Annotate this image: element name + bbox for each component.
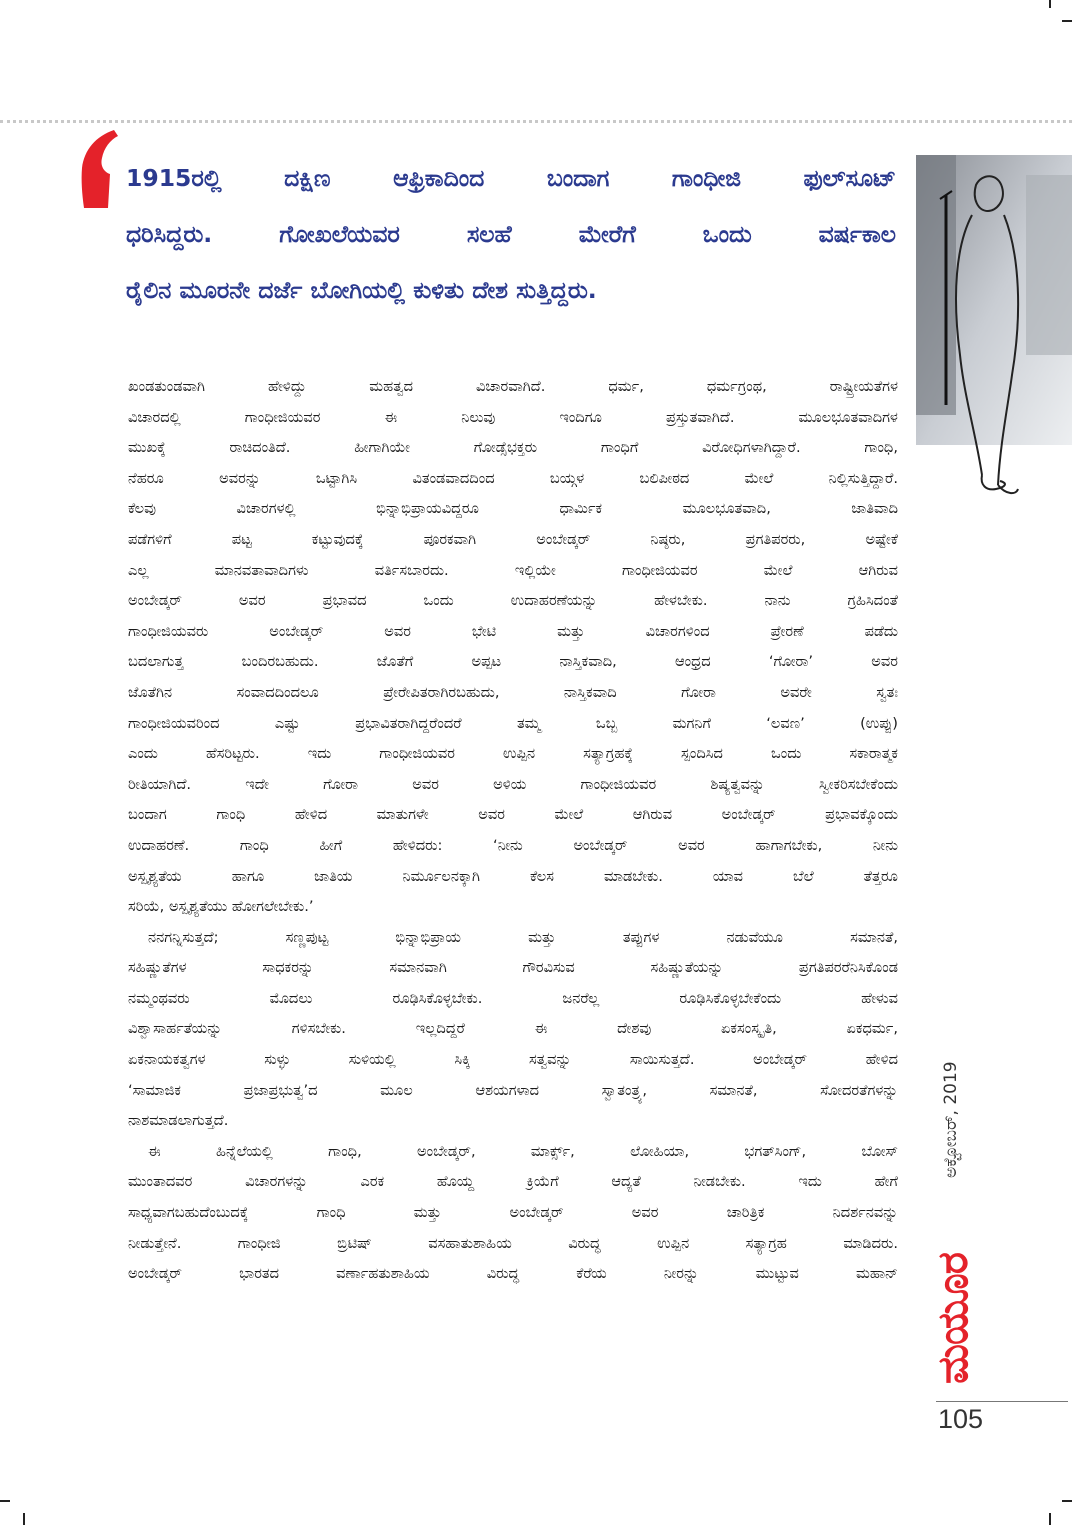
body-line: ಅಸ್ಪೃಶ್ಯತೆಯ ಹಾಗೂ ಜಾತಿಯ ನಿರ್ಮೂಲನಕ್ಕಾಗಿ ಕೆಲಸ ಮಾಡಬೇಕು. ಯಾವ ಬೆಲೆ ತೆತ್ತರೂ: [128, 867, 898, 885]
magazine-brand: ಮಯೂರ: [928, 1253, 977, 1384]
body-line: ‘ಸಾಮಾಜಿಕ ಪ್ರಜಾಪ್ರಭುತ್ವ’ದ ಮೂಲ ಆಶಯಗಳಾದ ಸ್ವಾತಂತ್ರ್ಯ, ಸಮಾನತೆ, ಸೋದರತೆಗಳನ್ನು: [128, 1081, 898, 1099]
body-line: ಗಾಂಧೀಜಿಯವರಿಂದ ಎಷ್ಟು ಪ್ರಭಾವಿತರಾಗಿದ್ದರೆಂದರೆ ತಮ್ಮ ಒಬ್ಬ ಮಗನಿಗೆ ‘ಲವಣ’ (ಉಪ್ಪು): [128, 714, 898, 732]
issue-date: ಅಕ್ಟೋಬರ್, 2019: [941, 1061, 961, 1178]
body-line: ಮುಖಕ್ಕೆ ರಾಚಿದಂತಿದೆ. ಹೀಗಾಗಿಯೇ ಗೋಡ್ಸೆಭಕ್ತರು ಗಾಂಧಿಗೆ ವಿರೋಧಿಗಳಾಗಿದ್ದಾರೆ. ಗಾಂಧಿ,: [128, 439, 898, 457]
body-line: ಅಂಬೇಡ್ಕರ್ ಭಾರತದ ವರ್ಣಾಹತುಶಾಹಿಯ ವಿರುದ್ಧ ಕೆರೆಯ ನೀರನ್ನು ಮುಟ್ಟುವ ಮಹಾನ್: [128, 1265, 898, 1283]
body-line: ಮುಂತಾದವರ ವಿಚಾರಗಳನ್ನು ಎರಕ ಹೊಯ್ದ ಕ್ರಿಯೆಗೆ ಆದ್ಯತೆ ನೀಡಬೇಕು. ಇದು ಹೇಗೆ: [128, 1173, 898, 1191]
body-line: ನಮ್ಮಂಥವರು ಮೊದಲು ರೂಢಿಸಿಕೊಳ್ಳಬೇಕು. ಜನರೆಲ್ಲ ರೂಢಿಸಿಕೊಳ್ಳಬೇಕೆಂದು ಹೇಳುವ: [128, 989, 898, 1007]
body-line: ಎಲ್ಲ ಮಾನವತಾವಾದಿಗಳು ವರ್ತಿಸಬಾರದು. ಇಲ್ಲಿಯೇ ಗಾಂಧೀಜಿಯವರ ಮೇಲೆ ಆಗಿರುವ: [128, 561, 898, 579]
body-line: ಎಂದು ಹೆಸರಿಟ್ಟರು. ಇದು ಗಾಂಧೀಜಿಯವರ ಉಪ್ಪಿನ ಸತ್ಯಾಗ್ರಹಕ್ಕೆ ಸ್ಪಂದಿಸಿದ ಒಂದು ಸಕಾರಾತ್ಮಕ: [128, 745, 898, 763]
body-line: ವಿಶ್ವಾಸಾರ್ಹತೆಯನ್ನು ಗಳಿಸಬೇಕು. ಇಲ್ಲದಿದ್ದರೆ ಈ ದೇಶವು ಏಕಸಂಸ್ಕೃತಿ, ಏಕಧರ್ಮ,: [128, 1020, 898, 1038]
body-line: ಈ ಹಿನ್ನೆಲೆಯಲ್ಲಿ ಗಾಂಧಿ, ಅಂಬೇಡ್ಕರ್, ಮಾರ್ಕ್ಸ್, ಲೋಹಿಯಾ, ಭಗತ್‌ಸಿಂಗ್, ಬೋಸ್: [148, 1142, 898, 1160]
crop-mark-right-bottom: [1062, 1500, 1072, 1502]
pull-quote-line: 1915ರಲ್ಲಿ ದಕ್ಷಿಣ ಆಫ್ರಿಕಾದಿಂದ ಬಂದಾಗ ಗಾಂಧೀಜಿ ಫುಲ್‌ಸೂಟ್: [126, 164, 896, 192]
page-number: 105: [938, 1404, 984, 1434]
pull-quote-line: ಧರಿಸಿದ್ದರು. ಗೋಖಲೆಯವರ ಸಲಹೆ ಮೇರೆಗೆ ಒಂದು ವರ್ಷಕಾಲ: [126, 220, 896, 248]
body-line: ನಾಶಮಾಡಲಾಗುತ್ತದೆ.: [128, 1112, 229, 1130]
body-line: ನನಗನ್ನಿಸುತ್ತದೆ; ಸಣ್ಣಪುಟ್ಟ ಭಿನ್ನಾಭಿಪ್ರಾಯ ಮತ್ತು ತಪ್ಪುಗಳ ನಡುವೆಯೂ ಸಮಾನತೆ,: [148, 928, 898, 946]
body-line: ಜೊತೆಗಿನ ಸಂವಾದದಿಂದಲೂ ಪ್ರೇರೇಪಿತರಾಗಿರಬಹುದು, ನಾಸ್ತಿಕವಾದಿ ಗೋರಾ ಅವರೇ ಸ್ವತಃ: [128, 683, 898, 701]
body-line: ರೀತಿಯಾಗಿದೆ. ಇದೇ ಗೋರಾ ಅವರ ಅಳಿಯ ಗಾಂಧೀಜಿಯವರ ಶಿಷ್ಯತ್ವವನ್ನು ಸ್ವೀಕರಿಸಬೇಕೆಂದು: [128, 775, 898, 793]
dotted-separator: [0, 120, 1072, 123]
article-body: [128, 372, 898, 1290]
body-line: ಸಾಧ್ಯವಾಗಬಹುದೆಂಬುದಕ್ಕೆ ಗಾಂಧಿ ಮತ್ತು ಅಂಬೇಡ್ಕರ್ ಅವರ ಚಾರಿತ್ರಿಕ ನಿದರ್ಶನವನ್ನು: [128, 1204, 898, 1222]
body-line: ಬಂದಾಗ ಗಾಂಧಿ ಹೇಳಿದ ಮಾತುಗಳೇ ಅವರ ಮೇಲೆ ಆಗಿರುವ ಅಂಬೇಡ್ಕರ್ ಪ್ರಭಾವಕ್ಕೊಂದು: [128, 806, 898, 824]
pull-quote: [126, 150, 896, 318]
body-line: ವಿಚಾರದಲ್ಲಿ ಗಾಂಧೀಜಿಯವರ ಈ ನಿಲುವು ಇಂದಿಗೂ ಪ್ರಸ್ತುತವಾಗಿದೆ. ಮೂಲಭೂತವಾದಿಗಳ: [128, 408, 898, 426]
body-line: ನೆಹರೂ ಅವರನ್ನು ಒಟ್ಟಾಗಿಸಿ ವಿತಂಡವಾದದಿಂದ ಬಯ್ಗಳ ಬಲಿಪೀಠದ ಮೇಲೆ ನಿಲ್ಲಿಸುತ್ತಿದ್ದಾರೆ.: [128, 469, 898, 487]
crop-mark-top: [1049, 0, 1051, 8]
page-number-rule: [936, 1401, 1068, 1402]
body-line: ಬದಲಾಗುತ್ತ ಬಂದಿರಬಹುದು. ಜೊತೆಗೆ ಅಪ್ಪಟ ನಾಸ್ತಿಕವಾದಿ, ಆಂಧ್ರದ ‘ಗೋರಾ’ ಅವರ: [128, 653, 898, 671]
quote-mark-icon: [74, 128, 122, 210]
crop-mark-left-bottom: [0, 1500, 10, 1502]
body-line: ಖಂಡತುಂಡವಾಗಿ ಹೇಳಿದ್ದು ಮಹತ್ವದ ವಿಚಾರವಾಗಿದೆ. ಧರ್ಮ, ಧರ್ಮಗ್ರಂಥ, ರಾಷ್ಟ್ರೀಯತೆಗಳ: [128, 378, 898, 395]
crop-mark-bottom-left: [23, 1513, 25, 1525]
body-line: ಸರಿಯೆ, ಅಸ್ಪೃಶ್ಯತೆಯು ಹೋಗಲೇಬೇಕು.’: [128, 898, 314, 916]
body-line: ಕೆಲವು ವಿಚಾರಗಳಲ್ಲಿ ಭಿನ್ನಾಭಿಪ್ರಾಯವಿದ್ದರೂ ಧಾರ್ಮಿಕ ಮೂಲಭೂತವಾದಿ, ಜಾತಿವಾದಿ: [128, 500, 898, 518]
body-line: ಗಾಂಧೀಜಿಯವರು ಅಂಬೇಡ್ಕರ್ ಅವರ ಭೇಟಿ ಮತ್ತು ವಿಚಾರಗಳಿಂದ ಪ್ರೇರಣೆ ಪಡೆದು: [128, 622, 898, 640]
crop-mark-bottom-right: [1049, 1513, 1051, 1525]
body-line: ನೀಡುತ್ತೇನೆ. ಗಾಂಧೀಜಿ ಬ್ರಿಟಿಷ್ ವಸಹಾತುಶಾಹಿಯ ವಿರುದ್ಧ ಉಪ್ಪಿನ ಸತ್ಯಾಗ್ರಹ ಮಾಡಿದರು.: [128, 1234, 898, 1252]
crop-mark-right-top: [1062, 20, 1072, 22]
body-line: ಅಂಬೇಡ್ಕರ್ ಅವರ ಪ್ರಭಾವದ ಒಂದು ಉದಾಹರಣೆಯನ್ನು ಹೇಳಬೇಕು. ನಾನು ಗ್ರಹಿಸಿದಂತೆ: [128, 592, 898, 610]
pull-quote-line: ರೈಲಿನ ಮೂರನೇ ದರ್ಜೆ ಬೋಗಿಯಲ್ಲಿ ಕುಳಿತು ದೇಶ ಸುತ್ತಿದ್ದರು.: [126, 276, 597, 304]
gandhi-sketch-illustration: [916, 155, 1072, 505]
body-line: ಉದಾಹರಣೆ. ಗಾಂಧಿ ಹೀಗೆ ಹೇಳಿದರು: ‘ನೀನು ಅಂಬೇಡ್ಕರ್ ಅವರ ಹಾಗಾಗಬೇಕು, ನೀನು: [128, 836, 898, 854]
body-line: ಪಡೆಗಳಿಗೆ ಪಟ್ಟ ಕಟ್ಟುವುದಕ್ಕೆ ಪೂರಕವಾಗಿ ಅಂಬೇಡ್ಕರ್ ನಿಷ್ಠರು, ಪ್ರಗತಿಪರರು, ಅಷ್ಟೇಕೆ: [128, 530, 898, 548]
body-line: ಏಕನಾಯಕತ್ವಗಳ ಸುಳ್ಳು ಸುಳಿಯಲ್ಲಿ ಸಿಕ್ಕಿ ಸತ್ವವನ್ನು ಸಾಯಿಸುತ್ತದೆ. ಅಂಬೇಡ್ಕರ್ ಹೇಳಿದ: [128, 1051, 898, 1069]
body-line: ಸಹಿಷ್ಣುತೆಗಳ ಸಾಧಕರನ್ನು ಸಮಾನವಾಗಿ ಗೌರವಿಸುವ ಸಹಿಷ್ಣುತೆಯನ್ನು ಪ್ರಗತಿಪರರೆನಿಸಿಕೊಂಡ: [128, 959, 898, 977]
